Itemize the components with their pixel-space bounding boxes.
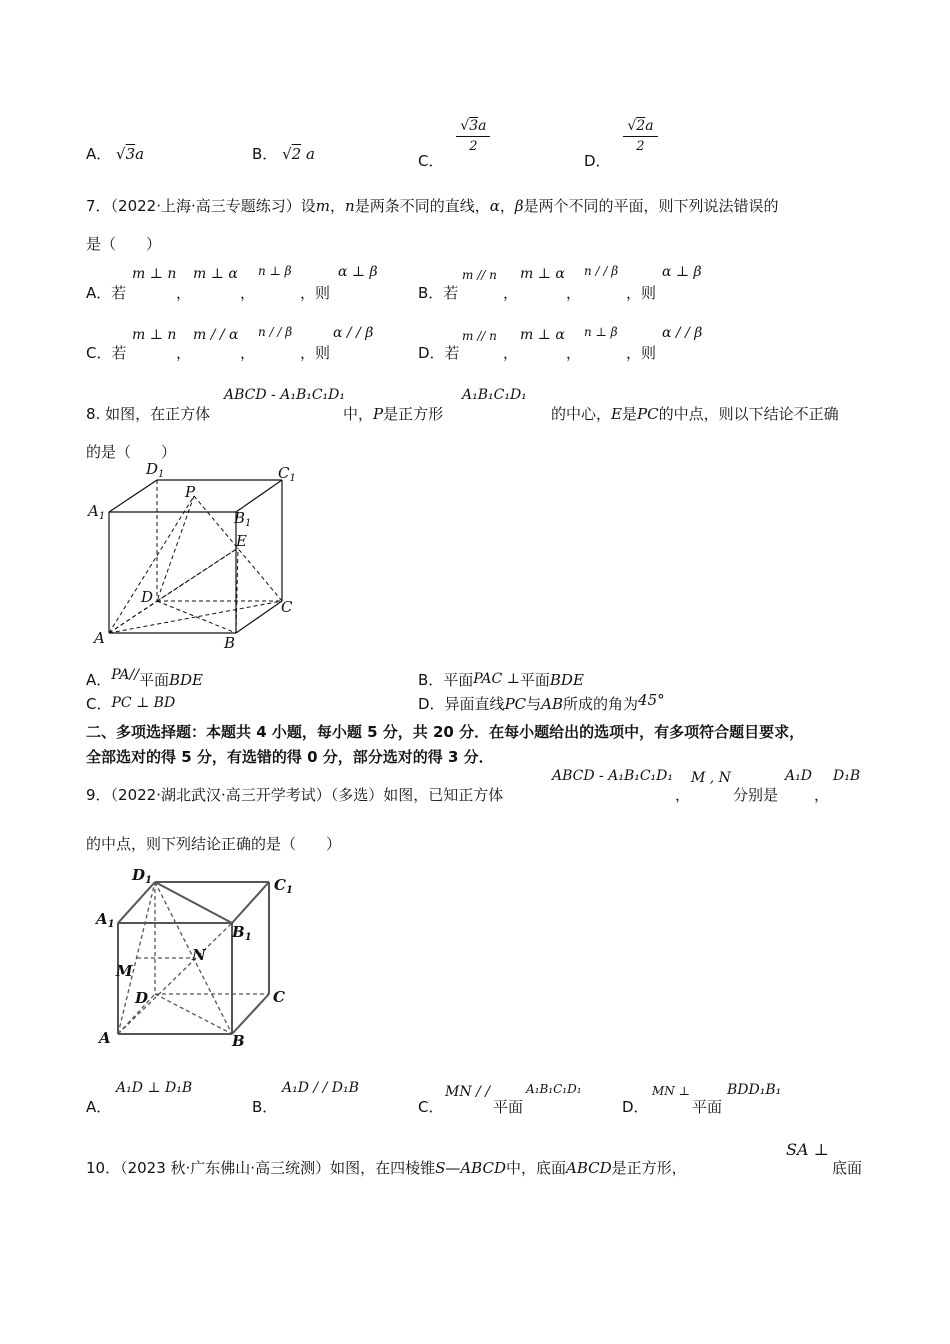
- q8-option-b: B．平面PAC ⊥平面BDE: [418, 671, 584, 689]
- then: ，则: [300, 284, 331, 302]
- then: ，则: [300, 344, 331, 362]
- q7-option-b: B．若: [418, 284, 459, 302]
- label-p: P: [185, 483, 196, 501]
- label-d1: $D_1$: [132, 866, 152, 886]
- label-c1: $C_1$: [278, 464, 296, 484]
- then: ，则: [626, 344, 657, 362]
- q9-c-plane: A₁B₁C₁D₁: [526, 1082, 582, 1096]
- label-a1: $A_1$: [96, 910, 115, 930]
- q7-d-cond2: m ⊥ α: [520, 327, 565, 343]
- comma: ，: [566, 284, 582, 302]
- label-b: B: [232, 1032, 245, 1050]
- q8-stem-pre: 8. 如图，在正方体: [86, 405, 211, 423]
- q8-cube-figure: [84, 456, 304, 656]
- q7-a-cond3: n ⊥ β: [258, 264, 292, 278]
- q6-option-d: [584, 118, 658, 170]
- q9-stem-mid: 分别是: [733, 786, 779, 804]
- q9-cube-name: ABCD - A₁B₁C₁D₁: [552, 768, 674, 784]
- label-d: D: [135, 989, 149, 1007]
- q7-option-a: A．若: [86, 284, 127, 302]
- q9-option-b: B．: [252, 1098, 278, 1116]
- comma: ，: [176, 284, 192, 302]
- label-b1: $B_1$: [232, 923, 252, 943]
- label-c1: $C_1$: [274, 876, 293, 896]
- q10-stem: 10．（2023 秋·广东佛山·高三统测）如图，在四棱锥S—ABCD中，底面ABCD是正方形，: [86, 1159, 687, 1177]
- label-d: D: [141, 588, 154, 606]
- q9-mn: M , N: [691, 770, 731, 786]
- q9-seg2: D₁B: [833, 768, 861, 784]
- q7-stem-line2: 是（ ）: [86, 235, 162, 253]
- label-e: E: [236, 532, 247, 550]
- q7-b-conclusion: α ⊥ β: [662, 264, 702, 280]
- q8-stem-rest: 中，P是正方形: [343, 405, 444, 423]
- q8-option-c: C．PC ⊥ BD: [86, 695, 176, 713]
- q7-c-cond3: n / / β: [258, 325, 293, 339]
- q8-stem-end: 的中心，E是PC的中点，则以下结论不正确: [551, 405, 839, 423]
- q8-option-a: A．PA//平面BDE: [86, 667, 203, 689]
- comma: ，: [675, 786, 691, 804]
- option-label: D．: [584, 151, 611, 170]
- comma: ，: [176, 344, 192, 362]
- q7-stem-line1: 7．（2022·上海·高三专题练习）设m，n是两条不同的直线，α，β是两个不同的平面，则下列说法错误的: [86, 197, 779, 215]
- q7-a-cond2: m ⊥ α: [193, 266, 238, 282]
- q7-b-cond1: m // n: [462, 268, 497, 282]
- q7-option-c: C．若: [86, 344, 127, 362]
- q8-stem-line2: 的是（ ）: [86, 443, 177, 461]
- sqrt2a: √2 a: [282, 145, 315, 163]
- q6-option-b: [252, 143, 315, 164]
- q7-a-cond1: m ⊥ n: [132, 266, 177, 282]
- fraction-sqrt2a-over-2: $\frac{√2a}{2}$: [623, 118, 657, 154]
- option-label: A．: [86, 145, 112, 163]
- q9-d-text: 平面: [692, 1098, 723, 1116]
- comma: ，: [240, 284, 256, 302]
- q9-d-math: MN ⊥: [652, 1084, 690, 1098]
- q7-b-cond2: m ⊥ α: [520, 266, 565, 282]
- option-label: B．: [252, 145, 278, 163]
- q6-option-a: [86, 143, 144, 164]
- comma: ，: [814, 786, 830, 804]
- comma: ，: [503, 344, 519, 362]
- q7-option-d: D．若: [418, 344, 460, 362]
- label-b1: $B_1$: [234, 509, 252, 529]
- q9-c-text: 平面: [493, 1098, 524, 1116]
- label-n: N: [192, 946, 206, 964]
- q9-option-c: C．: [418, 1098, 444, 1116]
- label-d1: $D_1$: [146, 460, 165, 480]
- q8-face-name: A₁B₁C₁D₁: [462, 387, 527, 403]
- q8-cube-name: ABCD - A₁B₁C₁D₁: [224, 387, 346, 403]
- q9-option-d: D．: [622, 1098, 649, 1116]
- q9-c-math: MN / /: [445, 1084, 490, 1100]
- q9-cube-figure: [92, 860, 312, 1060]
- q9-stem-pre: 9．（2022·湖北武汉·高三开学考试）（多选）如图，已知正方体: [86, 786, 504, 804]
- q10-stem-end: 底面: [832, 1159, 863, 1177]
- sqrt3a: √3a: [116, 145, 145, 163]
- label-a1: $A_1$: [88, 502, 106, 522]
- q10-sa-perp: SA ⊥: [786, 1140, 829, 1159]
- q7-c-conclusion: α / / β: [333, 325, 374, 341]
- label-c: C: [273, 988, 285, 1006]
- q9-option-a: A．: [86, 1098, 112, 1116]
- label-c: C: [281, 598, 293, 616]
- comma: ，: [566, 344, 582, 362]
- section2-heading-line2: 全部选对的得 5 分，有选错的得 0 分，部分选对的得 3 分．: [86, 748, 494, 766]
- comma: ，: [240, 344, 256, 362]
- then: ，则: [626, 284, 657, 302]
- q9-seg1: A₁D: [785, 768, 812, 784]
- q8-option-d: D．异面直线PC与AB所成的角为45°: [418, 691, 665, 713]
- label-a: A: [99, 1029, 111, 1047]
- fraction-sqrt3a-over-2: $\frac{√3a}{2}$: [456, 118, 490, 154]
- q7-a-conclusion: α ⊥ β: [338, 264, 378, 280]
- q9-stem-line2: 的中点，则下列结论正确的是（ ）: [86, 835, 342, 853]
- q7-b-cond3: n / / β: [584, 264, 619, 278]
- q9-d-plane: BDD₁B₁: [727, 1082, 782, 1098]
- label-m: M: [116, 962, 133, 980]
- q7-d-conclusion: α / / β: [662, 325, 703, 341]
- label-a: A: [94, 629, 105, 647]
- comma: ，: [503, 284, 519, 302]
- q7-d-cond3: n ⊥ β: [584, 325, 618, 339]
- q7-d-cond1: m // n: [462, 329, 497, 343]
- section2-heading-line1: 二、多项选择题：本题共 4 小题，每小题 5 分，共 20 分．在每小题给出的选项中，有多项符合题目要求，: [86, 723, 805, 741]
- label-b: B: [224, 634, 236, 652]
- q7-c-cond2: m / / α: [193, 327, 239, 343]
- option-label: C．: [418, 151, 444, 170]
- q7-c-cond1: m ⊥ n: [132, 327, 177, 343]
- q9-b-math: A₁D / / D₁B: [282, 1080, 359, 1096]
- q6-option-c: [418, 118, 490, 170]
- q9-a-math: A₁D ⊥ D₁B: [116, 1080, 193, 1096]
